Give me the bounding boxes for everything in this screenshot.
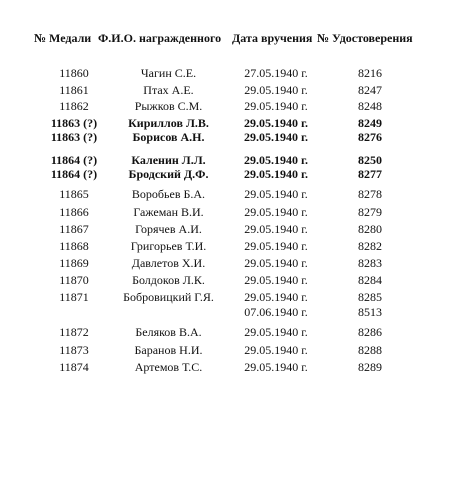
- certificate-number-value: 8289: [358, 360, 382, 374]
- award-date-cell: [224, 222, 328, 237]
- certificate-number-cell: [339, 116, 401, 131]
- award-date-value: 29.05.1940 г.: [244, 239, 308, 253]
- table-row: [0, 343, 461, 359]
- award-date-cell: [224, 99, 328, 114]
- medal-number-cell: 11861: [59, 83, 89, 97]
- award-date-cell: [224, 325, 328, 340]
- award-date-value: 29.05.1940 г.: [244, 273, 308, 287]
- recipient-name-cell: Болдоков Л.К.: [132, 273, 205, 287]
- award-date-cell: [224, 66, 328, 81]
- medal-number-cell: 11867: [59, 222, 89, 236]
- table-row: [0, 205, 461, 221]
- award-date-value: 27.05.1940 г.: [244, 66, 308, 80]
- table-row: [0, 256, 461, 272]
- certificate-number-cell: [339, 343, 401, 358]
- award-date-value: 29.05.1940 г.: [244, 205, 308, 219]
- certificate-number-value: 8286: [358, 325, 382, 339]
- award-date-cell: [224, 83, 328, 98]
- table-row: [0, 222, 461, 238]
- certificate-number-value: 8248: [358, 99, 382, 113]
- table-row: [0, 83, 461, 99]
- recipient-name-cell: Баранов Н.И.: [134, 343, 203, 357]
- award-date-cell: [224, 239, 328, 254]
- medal-number-cell: 11862: [59, 99, 89, 113]
- award-date-value: 29.05.1940 г.: [244, 187, 308, 201]
- award-date-value: 29.05.1940 г.: [243, 153, 309, 167]
- header-certificate-number: № Удостоверения: [317, 31, 413, 45]
- award-date-cell: [224, 167, 328, 182]
- table-row: [0, 187, 461, 203]
- award-date-value: 29.05.1940 г.: [244, 99, 308, 113]
- medal-number-cell: 11871: [59, 290, 89, 304]
- certificate-number-value: 8288: [358, 343, 382, 357]
- award-date-second-value: 07.06.1940 г.: [244, 305, 308, 319]
- header-medal-number: № Медали: [34, 31, 92, 45]
- certificate-number-cell: [339, 167, 401, 182]
- recipient-name-cell: Артемов Т.С.: [134, 360, 203, 374]
- award-date-value: 29.05.1940 г.: [244, 256, 308, 270]
- medal-number-cell: 11865: [59, 187, 89, 201]
- medal-number-cell: 11872: [59, 325, 89, 339]
- recipient-name-cell: Кириллов Л.В.: [128, 116, 209, 130]
- award-date-cell: [224, 116, 328, 131]
- recipient-name-cell: Бобровицкий Г.Я.: [123, 290, 214, 304]
- medal-number-cell: 11866: [59, 205, 89, 219]
- certificate-number-cell: [339, 325, 401, 340]
- award-date-value: 29.05.1940 г.: [244, 222, 308, 236]
- medal-number-cell: 11873: [59, 343, 89, 357]
- award-date-cell: [224, 153, 328, 168]
- recipient-name-cell: Чагин С.Е.: [140, 66, 197, 80]
- recipient-name-cell: Григорьев Т.И.: [130, 239, 207, 253]
- award-date-value: 29.05.1940 г.: [243, 167, 309, 181]
- award-date-cell: [224, 290, 328, 320]
- medal-number-cell: 11860: [59, 66, 89, 80]
- recipient-name-cell: Давлетов Х.И.: [131, 256, 206, 270]
- certificate-number-value: 8276: [358, 130, 382, 144]
- medal-number-cell: 11869: [59, 256, 89, 270]
- table-row: [0, 99, 461, 115]
- medal-number-cell: 11874: [59, 360, 89, 374]
- certificate-number-cell: [339, 153, 401, 168]
- certificate-number-value: 8280: [358, 222, 382, 236]
- certificate-number-cell: [339, 239, 401, 254]
- certificate-number-cell: [339, 99, 401, 114]
- award-date-cell: [224, 130, 328, 145]
- header-recipient-name: Ф.И.О. награжденного: [98, 31, 222, 45]
- award-date-cell: [224, 360, 328, 375]
- certificate-number-value: 8282: [358, 239, 382, 253]
- medal-number-cell: 11868: [59, 239, 89, 253]
- certificate-number-cell: [339, 83, 401, 98]
- award-date-cell: [224, 273, 328, 288]
- certificate-number-value: 8284: [358, 273, 382, 287]
- certificate-number-value: 8278: [358, 187, 382, 201]
- certificate-number-value: 8277: [358, 167, 382, 181]
- table-row: [0, 239, 461, 255]
- award-date-value: 29.05.1940 г.: [243, 130, 309, 144]
- table-row: [0, 360, 461, 376]
- table-row: [0, 167, 461, 183]
- recipient-name-cell: Рыжков С.М.: [134, 99, 203, 113]
- award-date-cell: [224, 256, 328, 271]
- medal-number-cell: 11863 (?): [50, 130, 98, 144]
- recipient-name-cell: Птах А.Е.: [143, 83, 194, 97]
- recipient-name-cell: Гажеман В.И.: [133, 205, 204, 219]
- medal-number-cell: 11863 (?): [50, 116, 98, 130]
- medal-number-cell: 11864 (?): [50, 167, 98, 181]
- certificate-number-cell: [339, 256, 401, 271]
- award-date-cell: [224, 187, 328, 202]
- certificate-number-value: 8247: [358, 83, 382, 97]
- certificate-number-value: 8216: [358, 66, 382, 80]
- recipient-name-cell: Горячев А.И.: [135, 222, 202, 236]
- recipient-name-cell: Бродский Д.Ф.: [128, 167, 209, 181]
- certificate-number-cell: [339, 66, 401, 81]
- award-date-value: 29.05.1940 г.: [244, 83, 308, 97]
- certificate-number-second-value: 8513: [358, 305, 382, 319]
- certificate-number-cell: [339, 205, 401, 220]
- table-row: [0, 130, 461, 146]
- certificate-number-value: 8279: [358, 205, 382, 219]
- certificate-number-cell: [339, 290, 401, 320]
- certificate-number-cell: [339, 360, 401, 375]
- award-date-cell: [224, 205, 328, 220]
- award-date-value: 29.05.1940 г.: [244, 290, 308, 304]
- medal-number-cell: 11870: [59, 273, 89, 287]
- certificate-number-cell: [339, 130, 401, 145]
- header-award-date: Дата вручения: [232, 31, 313, 45]
- certificate-number-cell: [339, 273, 401, 288]
- award-date-cell: [224, 343, 328, 358]
- award-date-value: 29.05.1940 г.: [244, 325, 308, 339]
- table-row: [0, 290, 461, 319]
- recipient-name-cell: Беляков В.А.: [135, 325, 202, 339]
- certificate-number-value: 8285: [358, 290, 382, 304]
- certificate-number-value: 8283: [358, 256, 382, 270]
- table-row: [0, 273, 461, 289]
- recipient-name-cell: Борисов А.Н.: [132, 130, 205, 144]
- certificate-number-value: 8250: [358, 153, 382, 167]
- award-date-value: 29.05.1940 г.: [244, 343, 308, 357]
- table-row: [0, 325, 461, 341]
- table-row: [0, 66, 461, 82]
- certificate-number-cell: [339, 187, 401, 202]
- recipient-name-cell: Каленин Л.Л.: [131, 153, 206, 167]
- medal-number-cell: 11864 (?): [50, 153, 98, 167]
- award-date-value: 29.05.1940 г.: [244, 360, 308, 374]
- recipient-name-cell: Воробьев Б.А.: [131, 187, 206, 201]
- certificate-number-value: 8249: [358, 116, 382, 130]
- award-date-value: 29.05.1940 г.: [243, 116, 309, 130]
- certificate-number-cell: [339, 222, 401, 237]
